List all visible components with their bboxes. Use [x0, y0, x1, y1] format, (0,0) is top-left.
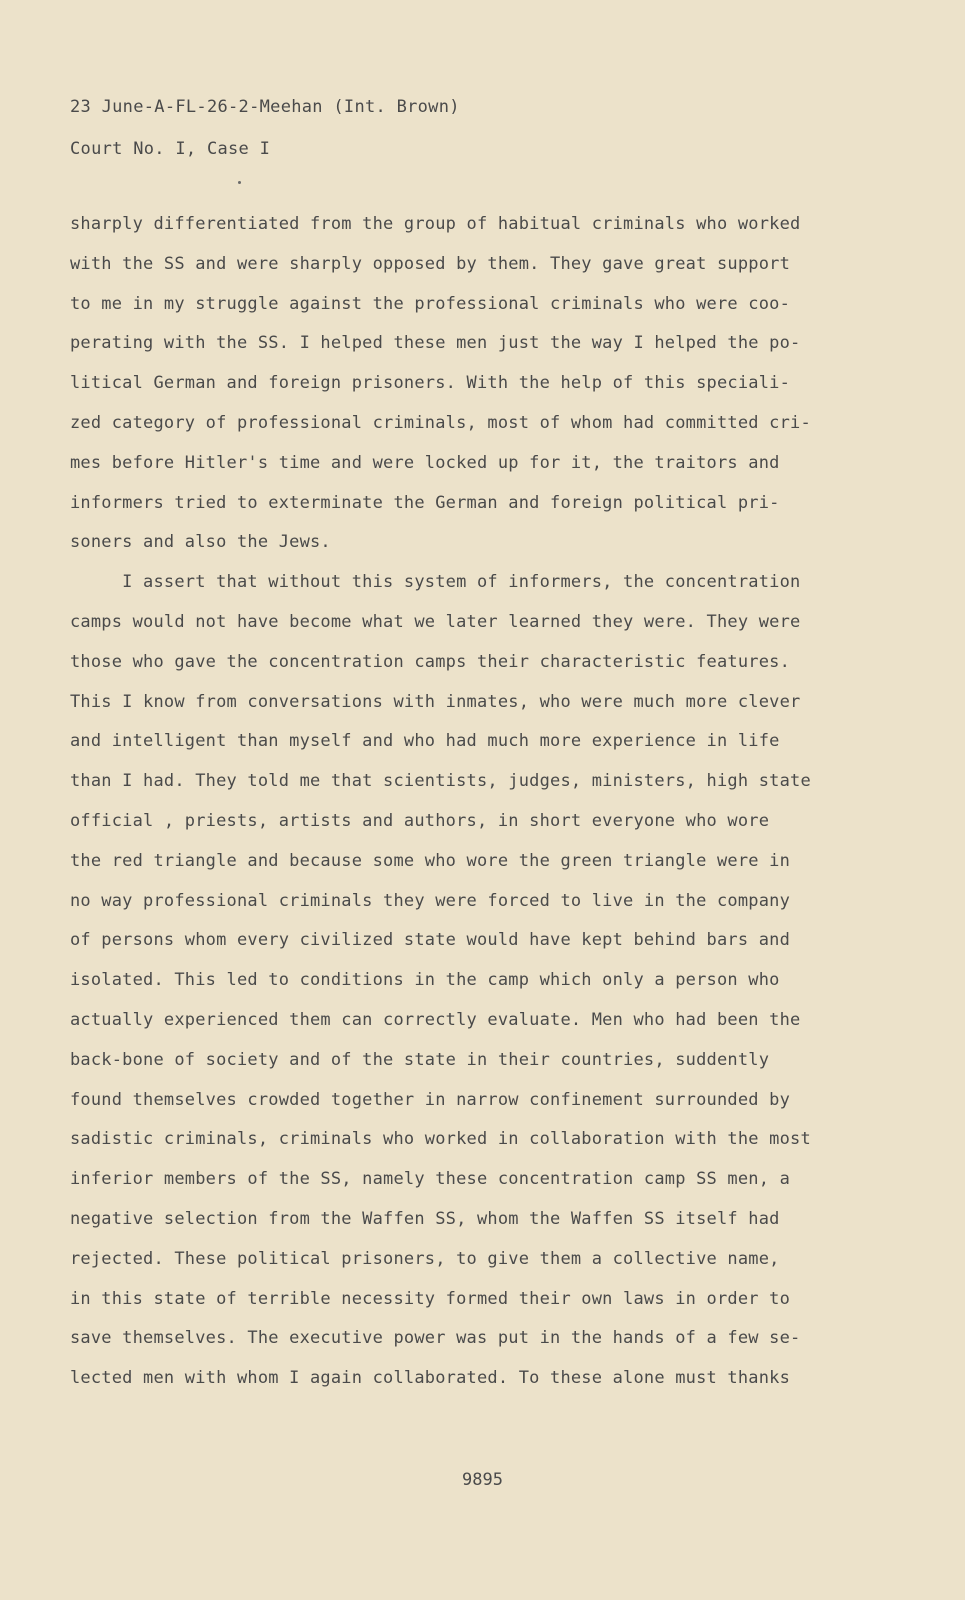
text-line: official , priests, artists and authors, in short everyone who wore — [70, 810, 770, 831]
header-court-line: Court No. I, Case I — [70, 139, 271, 159]
text-line: of persons whom every civilized state would have kept behind bars and — [70, 930, 791, 951]
text-line: actually experienced them can correctly evaluate. Men who had been the — [70, 1009, 801, 1030]
text-line: save themselves. The executive power was put in the hands of a few se- — [70, 1328, 801, 1349]
text-line: and intelligent than myself and who had much more experience in life — [70, 731, 780, 752]
text-line: to me in my struggle against the professional criminals who were coo- — [70, 293, 791, 314]
text-line: mes before Hitler's time and were locked up for it, the traitors and — [70, 452, 780, 473]
document-header — [70, 86, 460, 170]
text-line: lected men with whom I again collaborated. To these alone must thanks — [70, 1368, 791, 1389]
text-line: camps would not have become what we later learned they were. They were — [70, 611, 801, 632]
text-line: isolated. This led to conditions in the camp which only a person who — [70, 970, 780, 991]
text-line: those who gave the concentration camps their characteristic features. — [70, 651, 791, 672]
text-line: This I know from conversations with inmates, who were much more clever — [70, 691, 801, 712]
stray-mark — [238, 181, 241, 184]
text-line: zed category of professional criminals, most of whom had committed cri- — [70, 412, 811, 433]
text-line: the red triangle and because some who wore the green triangle were in — [70, 850, 791, 871]
page-number: 9895 — [462, 1470, 503, 1490]
text-line: back-bone of society and of the state in their countries, suddently — [70, 1049, 770, 1070]
text-line: sharply differentiated from the group of habitual criminals who worked — [70, 214, 801, 234]
text-line: informers tried to exterminate the German and foreign political pri- — [70, 492, 780, 513]
text-line: sadistic criminals, criminals who worked in collaboration with the most — [70, 1129, 811, 1150]
document-body — [70, 205, 930, 1399]
text-line: negative selection from the Waffen SS, whom the Waffen SS itself had — [70, 1208, 780, 1229]
text-line: found themselves crowded together in narrow confinement surrounded by — [70, 1089, 791, 1110]
text-line: rejected. These political prisoners, to give them a collective name, — [70, 1248, 780, 1269]
text-line: litical German and foreign prisoners. With the help of this speciali- — [70, 373, 791, 394]
text-line: inferior members of the SS, namely these concentration camp SS men, a — [70, 1169, 791, 1190]
text-line: no way professional criminals they were forced to live in the company — [70, 890, 791, 911]
header-reference-line: 23 June-A-FL-26-2-Meehan (Int. Brown) — [70, 97, 460, 117]
text-line: perating with the SS. I helped these men just the way I helped the po- — [70, 333, 801, 354]
text-line: I assert that without this system of informers, the concentration — [70, 572, 801, 593]
text-line: in this state of terrible necessity formed their own laws in order to — [70, 1288, 791, 1309]
text-line: soners and also the Jews. — [70, 532, 331, 553]
text-line: than I had. They told me that scientists, judges, ministers, high state — [70, 771, 811, 792]
text-line: with the SS and were sharply opposed by them. They gave great support — [70, 253, 791, 274]
